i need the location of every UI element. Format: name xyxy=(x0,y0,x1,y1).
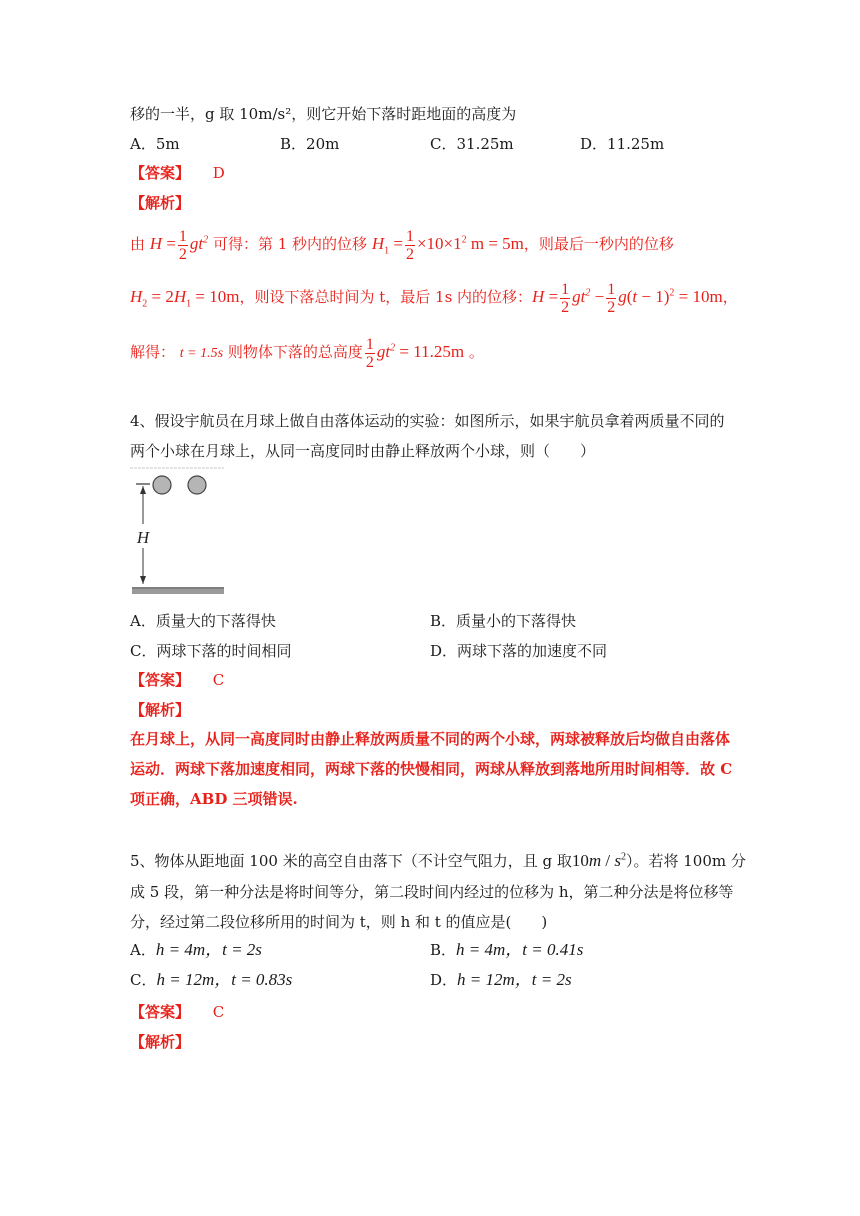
q4-answer-label: 【答案】 xyxy=(130,671,191,689)
q4-arrow-up xyxy=(140,486,146,494)
q3-formula-h: H = xyxy=(149,234,176,253)
q3-analysis-l1-b: 可得：第 1 秒内的位移 xyxy=(212,235,368,253)
q4-analysis-line-2: 运动．两球下落加速度相同，两球下落的快慢相同，两球从释放到落地所用时间相等．故 C xyxy=(130,760,733,778)
q5-option-b-letter: B． xyxy=(430,941,457,959)
q4-option-b: B．质量小的下落得快 xyxy=(430,612,577,630)
q5-stem-l1-b: ）。若将 100m 分 xyxy=(626,852,746,870)
q5-analysis-label-text: 【解析】 xyxy=(130,1033,191,1051)
q3-answer-label: 【答案】 xyxy=(130,164,191,182)
q5-option-a xyxy=(130,940,262,960)
q4-ground-hatch xyxy=(132,589,224,594)
q4-answer-value: C xyxy=(212,671,225,689)
q3-analysis-l3-b: 则物体下落的总高度 xyxy=(227,343,363,361)
q5-option-c xyxy=(130,970,292,990)
q4-stem-line-1: 4、假设宇航员在月球上做自由落体运动的实验：如图所示，如果宇航员拿着两质量不同的 xyxy=(130,412,725,430)
q4-figure-h-label: H xyxy=(136,528,150,547)
q3-option-d: D．11.25m xyxy=(580,135,665,153)
q3-option-a: A．5m xyxy=(130,135,180,153)
q3-stem-tail: 移的一半，g 取 10m/s²，则它开始下落时距地面的高度为 xyxy=(130,105,517,123)
q3-analysis-line-1: 由 H = $\frac{1}{2}$ $gt^2$ 可得：第 1 秒内的位移 $H_1$ = $\frac{1}{2}$ $\times 10\times 1^2$ m = 5m，则最后一秒内的位移 xyxy=(130,227,674,263)
q5-stem-line-3: 分，经过第二段位移所用的时间为 t，则 h 和 t 的值应是( ) xyxy=(130,913,548,931)
q3-answer-row xyxy=(130,163,225,183)
q5-option-c-letter: C． xyxy=(130,971,157,989)
q3-analysis-l3-c: 。 xyxy=(468,343,484,361)
q4-analysis-line-3: 项正确，ABD 三项错误. xyxy=(130,790,298,808)
q5-option-c-value: h = 12m，t = 0.83s xyxy=(156,970,293,989)
q3-answer-value: D xyxy=(212,164,225,182)
q4-option-c: C．两球下落的时间相同 xyxy=(130,642,292,660)
q5-option-d-value: h = 12m，t = 2s xyxy=(457,970,572,989)
q4-figure xyxy=(126,466,226,602)
q3-analysis-line-2: $H_2 = 2H_1 = 10m$，则设下落总时间为 t，最后 1s 内的位移：H = $\frac{1}{2}$ $gt^2$ − $\frac{1}{2}$ $g(t - 1)^2 = 10m$， xyxy=(130,280,738,316)
q4-stem-line-2: 两个小球在月球上，从同一高度同时由静止释放两个小球，则（ ） xyxy=(130,442,596,460)
q3-formula-last-second: H = xyxy=(532,287,559,306)
q5-g-value: $10m / s^2$ xyxy=(571,851,626,870)
q4-analysis-label-text: 【解析】 xyxy=(130,701,191,719)
q4-analysis-label xyxy=(130,700,190,720)
q4-ball-1 xyxy=(153,476,171,494)
q5-analysis-label xyxy=(130,1032,190,1052)
q3-option-c: C．31.25m xyxy=(430,135,514,153)
q5-answer-row xyxy=(130,1002,224,1022)
q5-answer-label: 【答案】 xyxy=(130,1003,191,1021)
q3-solution-t: t = 1.5s xyxy=(179,346,224,361)
q3-analysis-label xyxy=(130,193,190,213)
q3-formula-h1: $H_1$ = xyxy=(371,234,403,257)
q4-option-d: D．两球下落的加速度不同 xyxy=(430,642,608,660)
q5-stem-line-2: 成 5 段，第一种分法是将时间等分，第二段时间内经过的位移为 h，第二种分法是将位移等 xyxy=(130,883,734,901)
q3-analysis-label-text: 【解析】 xyxy=(130,194,191,212)
q5-option-d xyxy=(430,970,572,990)
q5-option-d-letter: D． xyxy=(430,971,458,989)
q3-analysis-line-3: 解得： t = 1.5s 则物体下落的总高度 $\frac{1}{2}$ $gt^2 = 11.25m$ 。 xyxy=(130,335,484,371)
q3-formula-h2: $H_2 = 2H_1 = 10m$ xyxy=(130,287,240,310)
q4-analysis-line-1: 在月球上，从同一高度同时由静止释放两质量不同的两个小球，两球被释放后均做自由落体 xyxy=(130,730,731,748)
q3-formula-total: $gt^2 = 11.25m$ xyxy=(376,342,465,361)
q5-option-b-value: h = 4m，t = 0.41s xyxy=(456,940,584,959)
q3-option-b: B．20m xyxy=(280,135,340,153)
q5-stem-l1-a: 5、物体从距地面 100 米的高空自由落下（不计空气阻力，且 g 取 xyxy=(130,852,572,870)
q3-analysis-l1-a: 由 xyxy=(130,235,146,253)
q5-option-b xyxy=(430,940,583,960)
q3-analysis-l3-a: 解得： xyxy=(130,343,176,361)
q5-option-a-letter: A． xyxy=(130,941,156,959)
q4-answer-row xyxy=(130,670,224,690)
q3-analysis-l2-a: ，则设下落总时间为 t，最后 1s 内的位移： xyxy=(239,288,533,306)
q4-option-a: A．质量大的下落得快 xyxy=(130,612,276,630)
q3-analysis-l1-c: ，则最后一秒内的位移 xyxy=(523,235,674,253)
q4-ball-2 xyxy=(188,476,206,494)
q5-option-a-value: h = 4m，t = 2s xyxy=(155,940,262,959)
q5-stem-line-1 xyxy=(130,849,746,873)
q5-answer-value: C xyxy=(212,1003,225,1021)
q4-arrow-down xyxy=(140,576,146,584)
